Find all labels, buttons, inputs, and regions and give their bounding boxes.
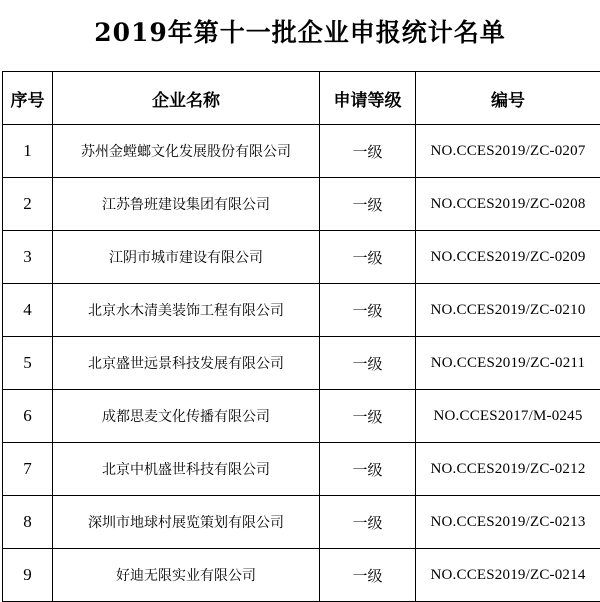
cell-application-level: 一级	[320, 178, 416, 231]
header-company-name: 企业名称	[53, 72, 320, 125]
cell-company-name: 北京盛世远景科技发展有限公司	[53, 337, 320, 390]
table-header-row	[3, 72, 600, 125]
cell-serial-number: 6	[3, 390, 53, 443]
cell-company-name: 北京中机盛世科技有限公司	[53, 443, 320, 496]
document-title: 2019年第十一批企业申报统计名单	[0, 14, 600, 52]
cell-certificate-number: NO.CCES2019/ZC-0209	[416, 231, 600, 284]
cell-serial-number: 1	[3, 125, 53, 178]
cell-certificate-number: NO.CCES2019/ZC-0213	[416, 496, 600, 549]
cell-application-level: 一级	[320, 125, 416, 178]
cell-certificate-number: NO.CCES2019/ZC-0208	[416, 178, 600, 231]
header-certificate-number: 编号	[416, 72, 600, 125]
cell-application-level: 一级	[320, 549, 416, 602]
cell-serial-number: 4	[3, 284, 53, 337]
table-row	[3, 496, 600, 549]
cell-certificate-number: NO.CCES2019/ZC-0207	[416, 125, 600, 178]
cell-application-level: 一级	[320, 443, 416, 496]
table-row	[3, 390, 600, 443]
table-row	[3, 443, 600, 496]
cell-serial-number: 8	[3, 496, 53, 549]
table-row	[3, 549, 600, 602]
cell-application-level: 一级	[320, 337, 416, 390]
cell-serial-number: 2	[3, 178, 53, 231]
cell-company-name: 好迪无限实业有限公司	[53, 549, 320, 602]
cell-company-name: 江阴市城市建设有限公司	[53, 231, 320, 284]
cell-certificate-number: NO.CCES2019/ZC-0214	[416, 549, 600, 602]
cell-serial-number: 5	[3, 337, 53, 390]
cell-company-name: 江苏鲁班建设集团有限公司	[53, 178, 320, 231]
cell-company-name: 苏州金螳螂文化发展股份有限公司	[53, 125, 320, 178]
cell-certificate-number: NO.CCES2019/ZC-0211	[416, 337, 600, 390]
cell-application-level: 一级	[320, 231, 416, 284]
cell-company-name: 北京水木清美装饰工程有限公司	[53, 284, 320, 337]
cell-serial-number: 3	[3, 231, 53, 284]
header-application-level: 申请等级	[320, 72, 416, 125]
cell-serial-number: 7	[3, 443, 53, 496]
header-serial-number: 序号	[3, 72, 53, 125]
table-row	[3, 231, 600, 284]
cell-application-level: 一级	[320, 496, 416, 549]
table-row	[3, 125, 600, 178]
cell-application-level: 一级	[320, 284, 416, 337]
company-list-table	[2, 71, 600, 602]
table-row	[3, 178, 600, 231]
cell-company-name: 成都思麦文化传播有限公司	[53, 390, 320, 443]
cell-serial-number: 9	[3, 549, 53, 602]
cell-company-name: 深圳市地球村展览策划有限公司	[53, 496, 320, 549]
cell-certificate-number: NO.CCES2019/ZC-0210	[416, 284, 600, 337]
table-row	[3, 337, 600, 390]
table-row	[3, 284, 600, 337]
cell-certificate-number: NO.CCES2017/M-0245	[416, 390, 600, 443]
cell-certificate-number: NO.CCES2019/ZC-0212	[416, 443, 600, 496]
cell-application-level: 一级	[320, 390, 416, 443]
